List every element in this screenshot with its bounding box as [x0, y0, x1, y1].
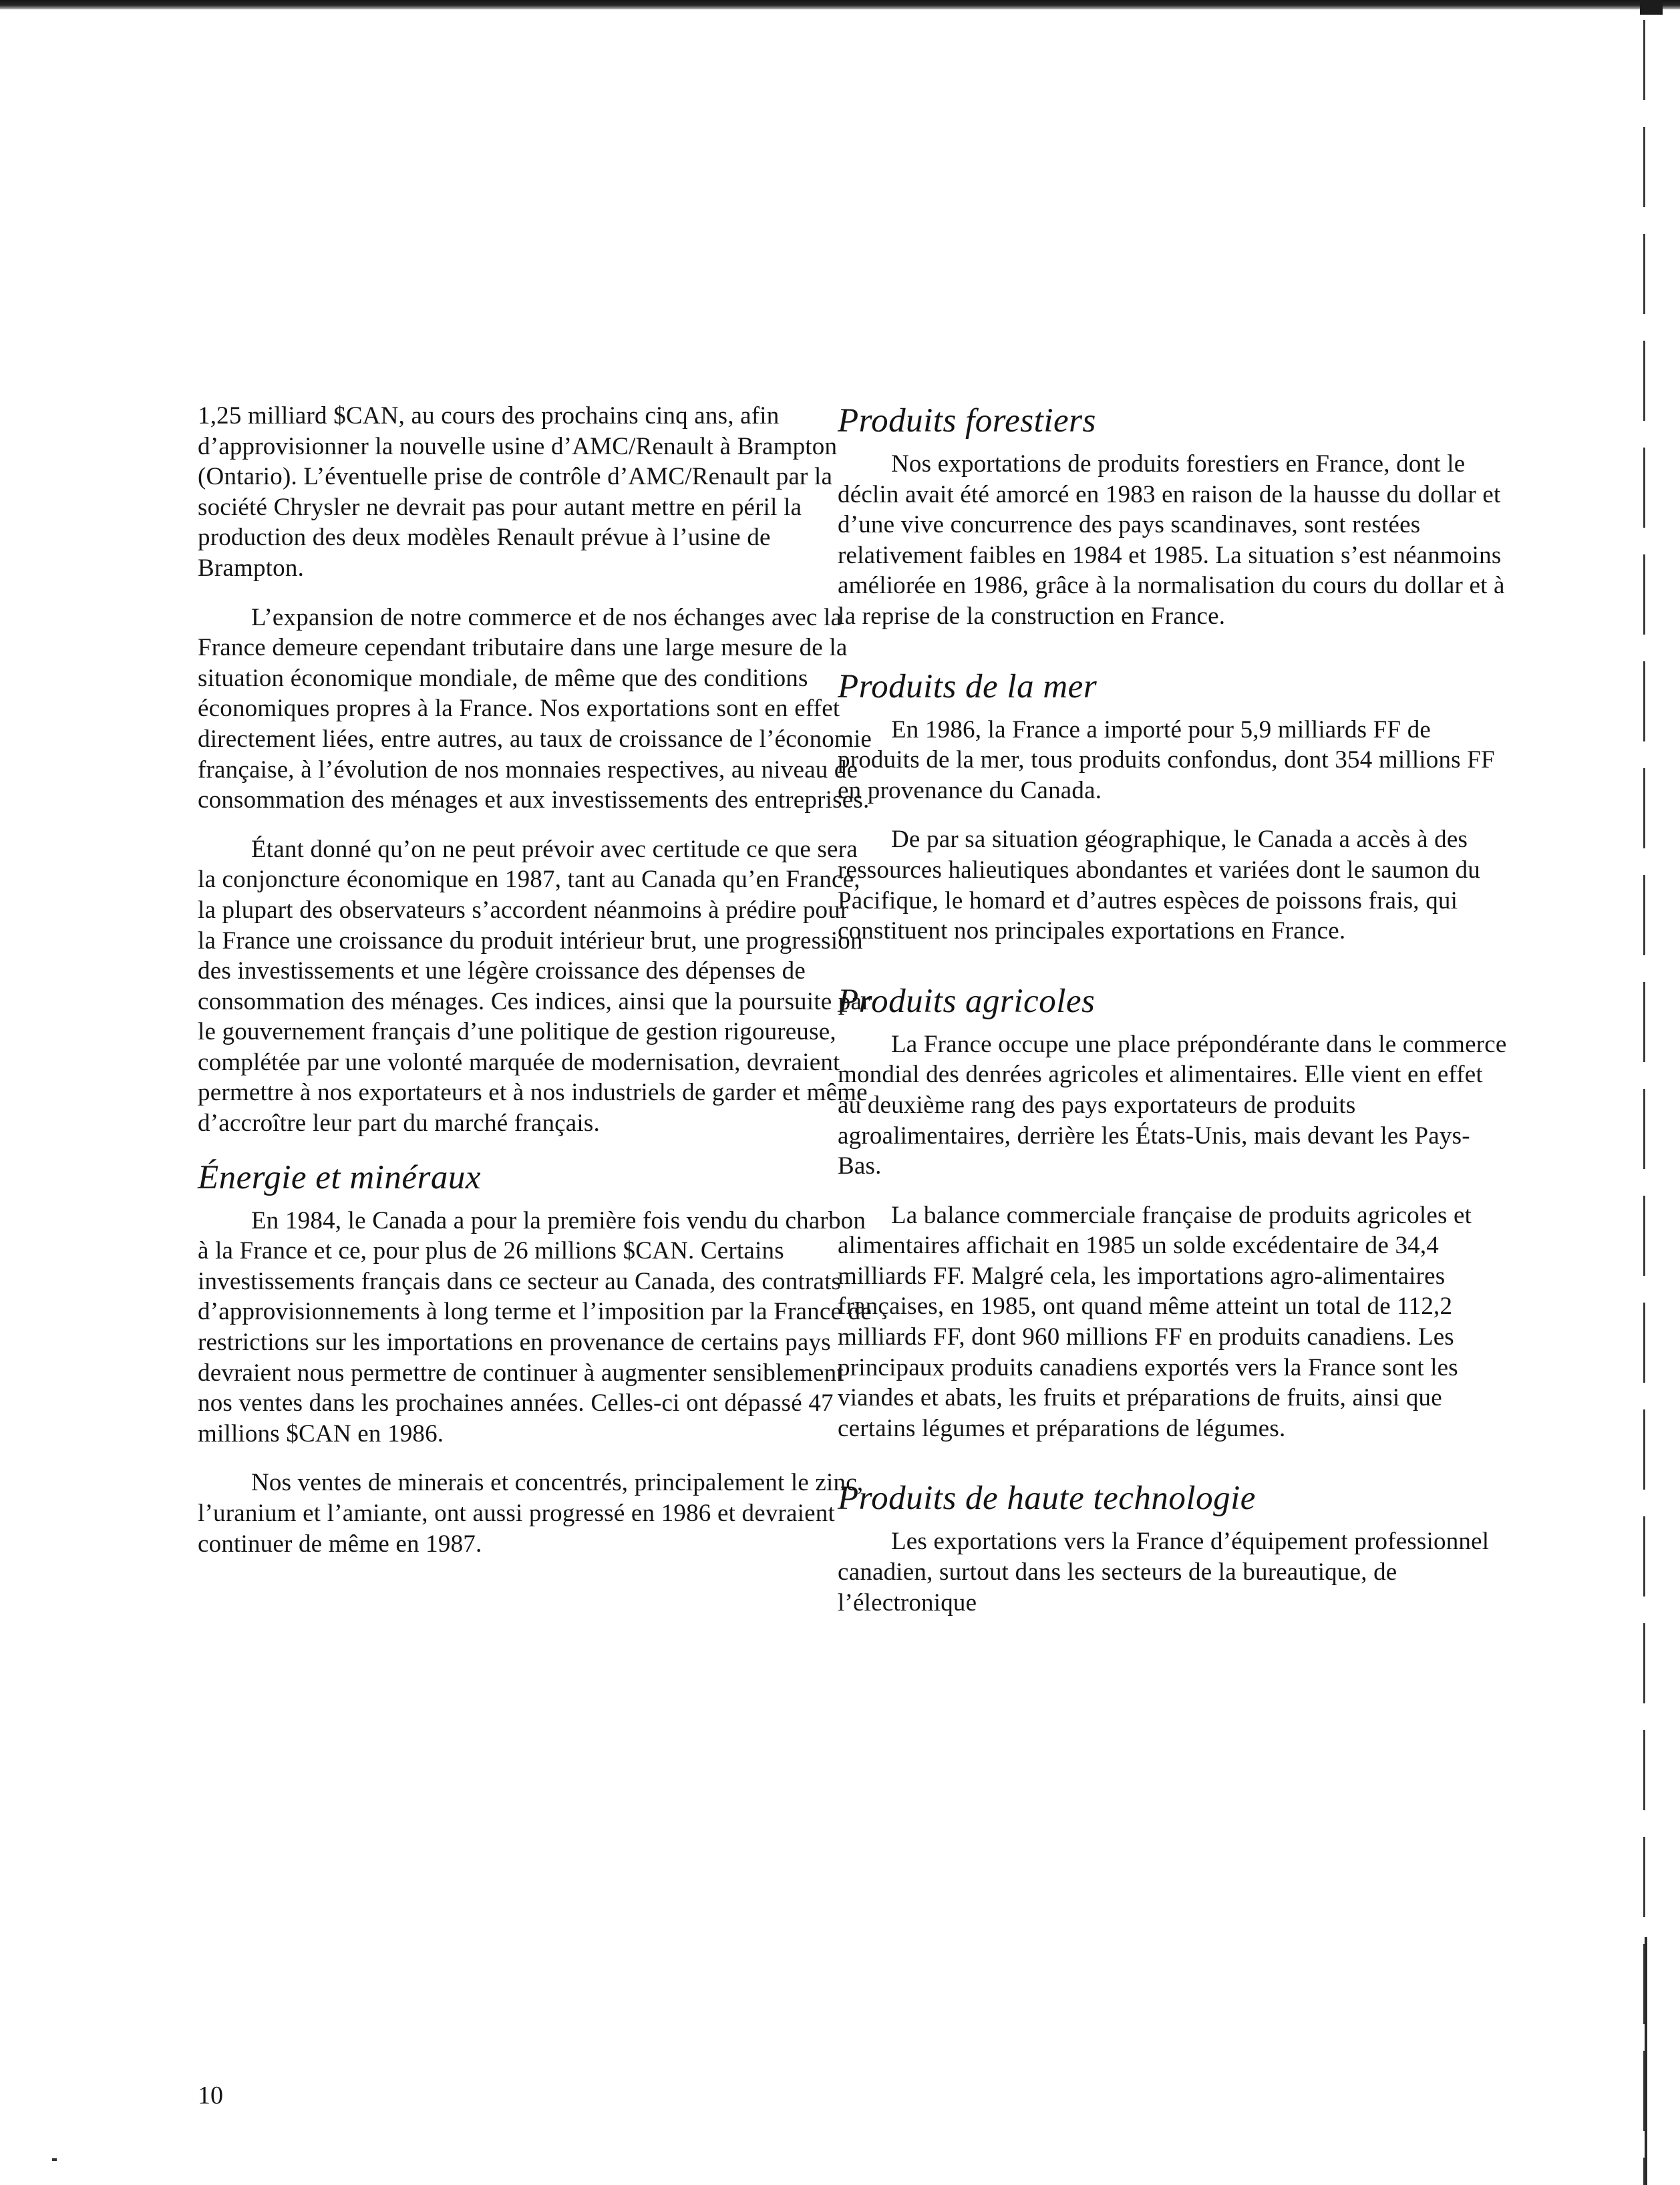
paragraph: La balance commerciale française de produits agricoles et alimentaires affichait en 1985 un solde excédentaire de 34,4 milliards FF. Malgré cela, les importations agro-alimentaires françaises, en 1985, ont quand même atteint un total de 112,2 milliards FF, dont 960 millions FF en produits canadiens. Les principaux produits canadiens exportés vers la France sont les viandes et abats, les fruits et préparations de fruits, ainsi que certains légumes et préparations de légumes. [838, 1201, 1472, 1442]
paragraph: De par sa situation géographique, le Canada a accès à des ressources halieutiques abondantes et variées dont le saumon du Pacifique, le homard et d’autres espèces de poissons frais, qui constituent nos principales exportations en France. [838, 826, 1480, 945]
paragraph: Les exportations vers la France d’équipement professionnel canadien, surtout dans les secteurs de la bureautique, de l’électronique [838, 1528, 1490, 1617]
scan-border-right-lower [1645, 1937, 1647, 2185]
paragraph: En 1984, le Canada a pour la première fois vendu du charbon à la France et ce, pour plus de 26 millions $CAN. Certains investissements français dans ce secteur au Canada, des contrats d’approvisionnements à long terme et l’imposition par la France de restrictions sur les importations en provenance de certains pays devraient nous permettre de continuer à augmenter sensiblement nos ventes dans les prochaines années. Celles-ci ont dépassé 47 millions $CAN en 1986. [198, 1206, 872, 1448]
section-heading-energie: Énergie et minéraux [198, 1158, 481, 1196]
section-heading-mer: Produits de la mer [838, 667, 1098, 705]
paragraph: 1,25 milliard $CAN, au cours des prochains cinq ans, afin d’approvisionner la nouvelle usine d’AMC/Renault à Brampton (Ontario). L’éventuelle prise de contrôle d’AMC/Renault par la société Chrysler ne devrait pas pour autant mettre en péril la production des deux modèles Renault prévue à l’usine de Brampton. [198, 402, 838, 582]
scan-mark [1640, 0, 1663, 15]
paragraph: En 1986, la France a importé pour 5,9 milliards FF de produits de la mer, tous produits confondus, dont 354 millions FF en provenance du Canada. [838, 715, 1495, 804]
paragraph: Étant donné qu’on ne peut prévoir avec certitude ce que sera la conjoncture économique en 1987, tant au Canada qu’en France, la plupart des observateurs s’accordent néanmoins à prédire pour la France une croissance du produit intérieur brut, une progression des investissements et une légère croissance des dépenses de consommation des ménages. Ces indices, ainsi que la poursuite par le gouvernement français d’une politique de gestion rigoureuse, complétée par une volonté marquée de modernisation, devraient permettre à nos exportateurs et à nos industriels de garder et même d’accroître leur part du marché français. [198, 835, 870, 1138]
scan-speck [52, 2158, 57, 2161]
section-heading-agricoles: Produits agricoles [838, 982, 1096, 1020]
paragraph: La France occupe une place prépondérante dans le commerce mondial des denrées agricoles et alimentaires. Elle vient en effet au deuxième rang des pays exportateurs de produits agroalimentaires, derrière les États-Unis, mais devant les Pays-Bas. [838, 1030, 1507, 1180]
section-heading-forestiers: Produits forestiers [838, 402, 1096, 440]
section-heading-technologie: Produits de haute technologie [838, 1480, 1256, 1518]
scan-border-top [0, 0, 1680, 9]
scan-border-right [1643, 20, 1645, 2185]
page-number: 10 [198, 2081, 223, 2110]
left-column [198, 401, 872, 1578]
paragraph: Nos ventes de minerais et concentrés, principalement le zinc, l’uranium et l’amiante, ont aussi progressé en 1986 et devraient continuer de même en 1987. [198, 1469, 864, 1558]
right-column [838, 401, 1512, 1637]
paragraph: Nos exportations de produits forestiers en France, dont le déclin avait été amorcé en 1983 en raison de la hausse du dollar et d’une vive concurrence des pays scandinaves, sont restées relativement faibles en 1984 et 1985. La situation s’est néanmoins améliorée en 1986, grâce à la normalisation du cours du dollar et à la reprise de la construction en France. [838, 450, 1505, 630]
paragraph: L’expansion de notre commerce et de nos échanges avec la France demeure cependant tributaire dans une large mesure de la situation économique mondiale, de même que des conditions économiques propres à la France. Nos exportations sont en effet directement liées, entre autres, au taux de croissance de l’économie française, à l’évolution de nos monnaies respectives, au niveau de consommation des ménages et aux investissements des entreprises. [198, 603, 872, 814]
